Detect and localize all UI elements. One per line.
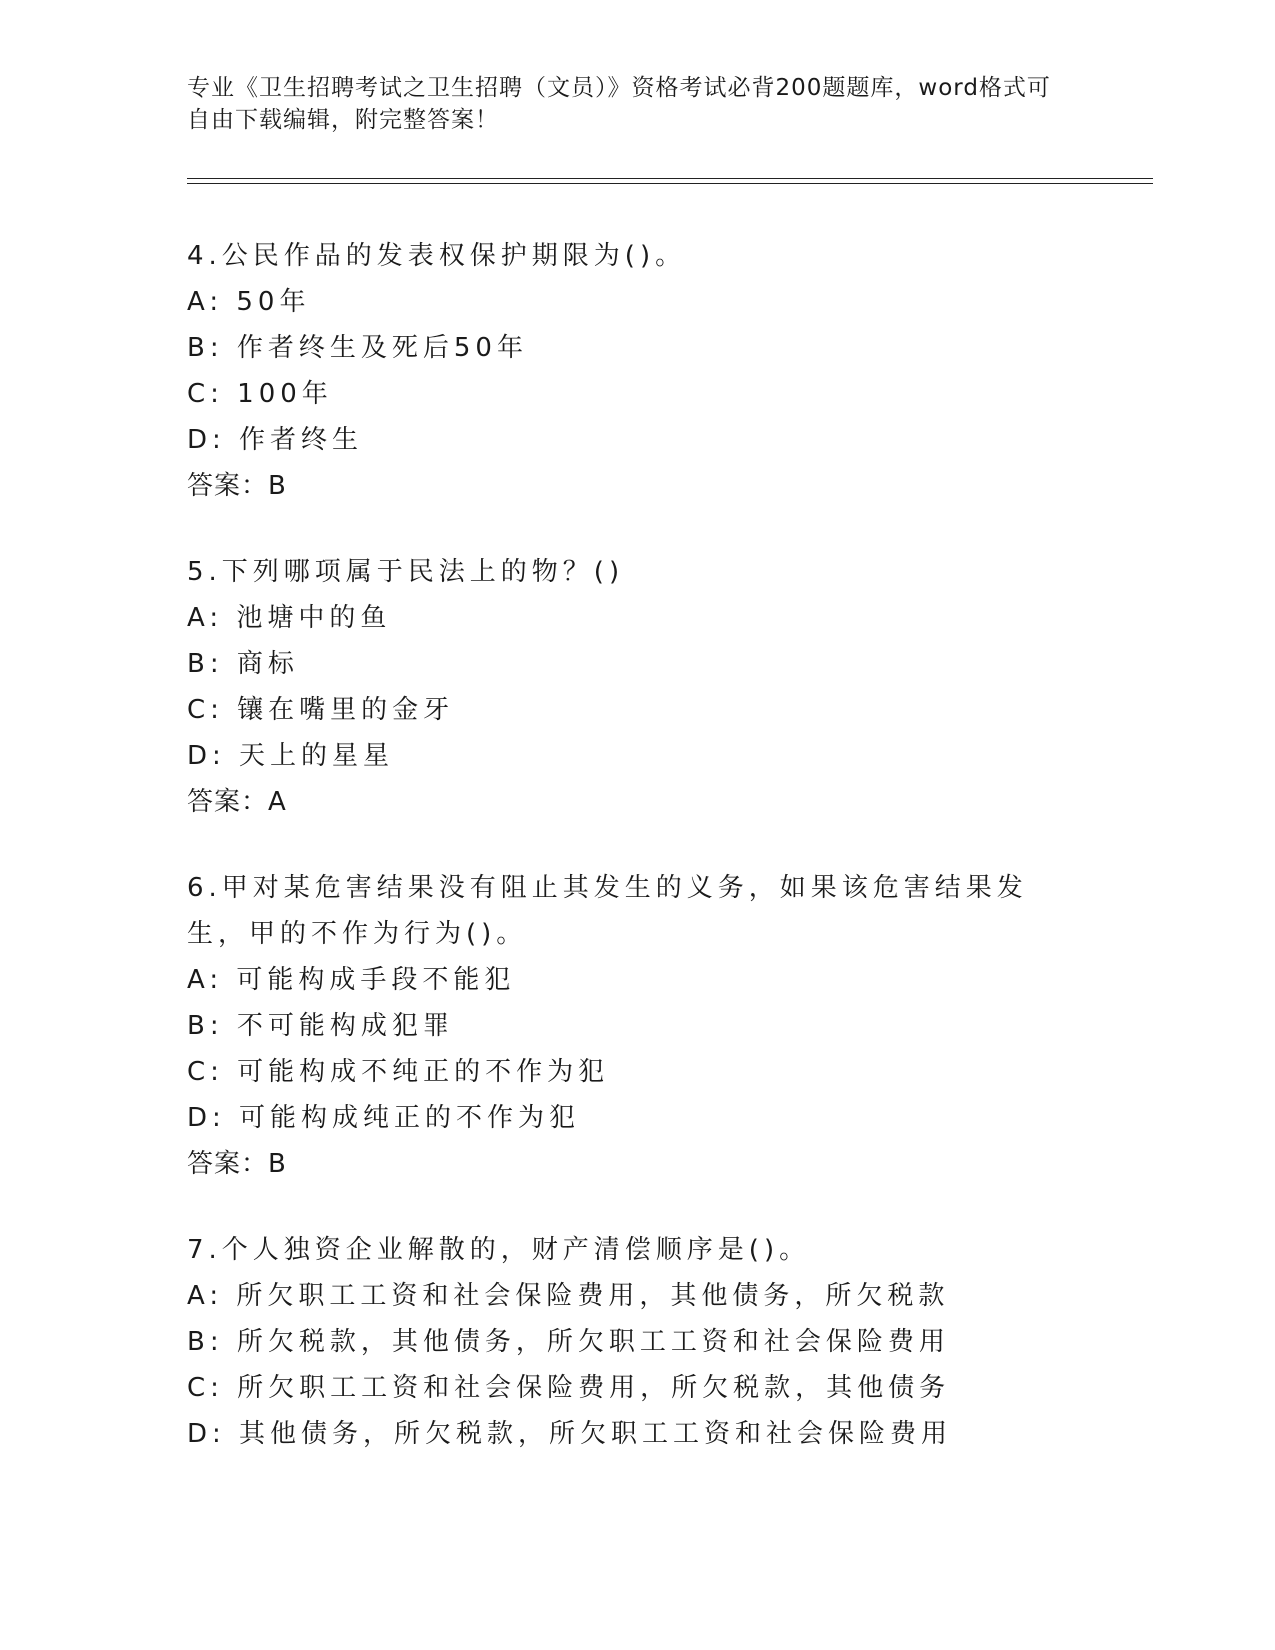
option-a: A: 池塘中的鱼	[187, 603, 392, 633]
question-6	[187, 865, 1087, 1187]
header-divider-bottom	[187, 183, 1153, 184]
answer-line: 答案：B	[187, 1149, 287, 1179]
question-5	[187, 549, 1087, 825]
question-stem: 6.甲对某危害结果没有阻止其发生的义务，如果该危害结果发生，甲的不作为行为()。	[187, 873, 1028, 949]
question-4	[187, 233, 1087, 509]
option-list	[187, 595, 1087, 779]
option-list	[187, 957, 1087, 1141]
question-7	[187, 1227, 1087, 1457]
option-c: C: 所欠职工工资和社会保险费用，所欠税款，其他债务	[187, 1373, 951, 1403]
answer-line: 答案：B	[187, 471, 287, 501]
option-list	[187, 279, 1087, 463]
option-a: A: 可能构成手段不能犯	[187, 965, 516, 995]
question-list	[187, 233, 1087, 1497]
option-d: D: 其他债务，所欠税款，所欠职工工资和社会保险费用	[187, 1419, 953, 1449]
option-d: D: 天上的星星	[187, 741, 395, 771]
header-note: 专业《卫生招聘考试之卫生招聘（文员）》资格考试必背200题题库，word格式可自由下载编辑，附完整答案！	[187, 75, 1051, 133]
option-b: B: 不可能构成犯罪	[187, 1011, 454, 1041]
option-c: C: 100年	[187, 379, 333, 409]
option-b: B: 作者终生及死后50年	[187, 333, 528, 363]
option-a: A: 50年	[187, 287, 311, 317]
option-a: A: 所欠职工工资和社会保险费用，其他债务，所欠税款	[187, 1281, 950, 1311]
question-stem: 5.下列哪项属于民法上的物？()	[187, 557, 625, 587]
question-stem: 4.公民作品的发表权保护期限为()。	[187, 241, 687, 271]
header-divider-top	[187, 178, 1153, 179]
option-d: D: 可能构成纯正的不作为犯	[187, 1103, 581, 1133]
option-c: C: 镶在嘴里的金牙	[187, 695, 455, 725]
option-list	[187, 1273, 1087, 1457]
option-b: B: 所欠税款，其他债务，所欠职工工资和社会保险费用	[187, 1327, 950, 1357]
option-c: C: 可能构成不纯正的不作为犯	[187, 1057, 610, 1087]
option-d: D: 作者终生	[187, 425, 364, 455]
answer-line: 答案：A	[187, 787, 287, 817]
option-b: B: 商标	[187, 649, 299, 679]
question-stem: 7.个人独资企业解散的，财产清偿顺序是()。	[187, 1235, 811, 1265]
